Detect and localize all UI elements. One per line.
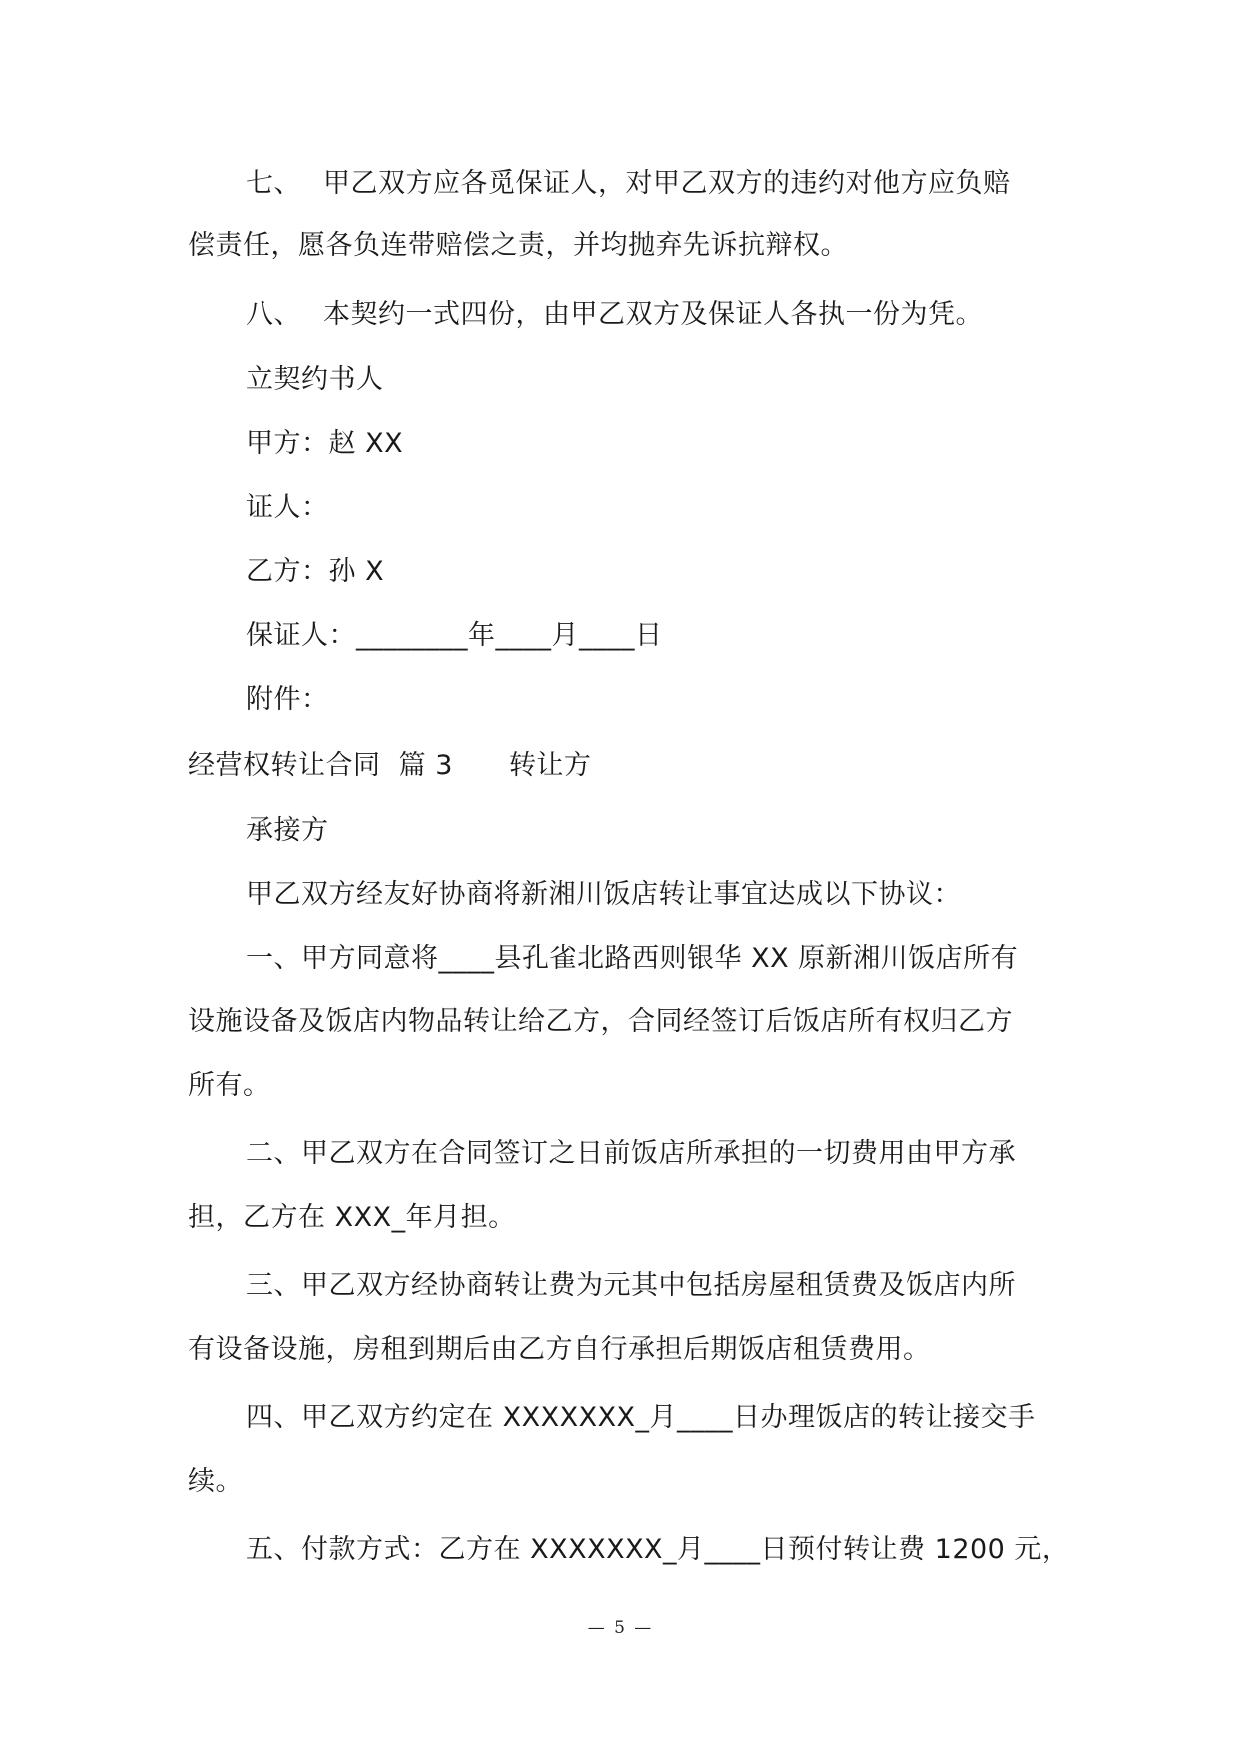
item-2-line-1: 二、甲乙双方在合同签订之日前饭店所承担的一切费用由甲方承 xyxy=(246,1138,1016,1169)
item-4-line-1: 四、甲乙双方约定在 XXXXXXX_月____日办理饭店的转让接交手 xyxy=(246,1402,1036,1433)
page-number: — 5 — xyxy=(587,1618,654,1638)
contract-3-heading xyxy=(188,748,591,784)
item-2-line-2: 担，乙方在 XXX_年月担。 xyxy=(188,1202,516,1233)
item-1-line-1: 一、甲方同意将____县孔雀北路西则银华 XX 原新湘川饭店所有 xyxy=(246,943,1019,974)
clause-7-text: 甲乙双方应各觅保证人，对甲乙双方的违约对他方应负赔 xyxy=(323,168,1011,199)
item-1-line-2: 设施设备及饭店内物品转让给乙方，合同经签订后饭店所有权归乙方 xyxy=(188,1006,1013,1037)
clause-7-line-2: 偿责任，愿各负连带赔偿之责，并均抛弃先诉抗辩权。 xyxy=(188,230,848,261)
attachment-label: 附件： xyxy=(246,684,329,715)
section-label: 篇 3 xyxy=(398,750,453,781)
witness-signature: 证人： xyxy=(246,492,329,523)
signers-label: 立契约书人 xyxy=(246,364,384,395)
clause-8-number: 八、 xyxy=(246,299,301,330)
contract-title: 经营权转让合同 xyxy=(188,750,381,781)
transferor-label: 转让方 xyxy=(508,750,592,781)
item-3-line-2: 有设备设施，房租到期后由乙方自行承担后期饭店租赁费用。 xyxy=(188,1334,931,1365)
item-5-line-1: 五、付款方式：乙方在 XXXXXXX_月____日预付转让费 1200 元， xyxy=(246,1534,1070,1565)
clause-7-number: 七、 xyxy=(246,168,301,199)
intro-paragraph: 甲乙双方经友好协商将新湘川饭店转让事宜达成以下协议： xyxy=(246,879,961,910)
clause-7-line-1 xyxy=(246,166,1011,202)
item-1-line-3: 所有。 xyxy=(188,1070,271,1101)
guarantor-signature-date: 保证人：________年____月____日 xyxy=(246,620,663,651)
item-3-line-1: 三、甲乙双方经协商转让费为元其中包括房屋租赁费及饭店内所 xyxy=(246,1270,1016,1301)
party-a-signature: 甲方：赵 XX xyxy=(246,428,404,459)
clause-8-line-1 xyxy=(246,297,983,333)
clause-8-text: 本契约一式四份，由甲乙双方及保证人各执一份为凭。 xyxy=(323,299,983,330)
item-4-line-2: 续。 xyxy=(188,1466,243,1497)
transferee-label: 承接方 xyxy=(246,815,329,846)
party-b-signature: 乙方：孙 X xyxy=(246,556,385,587)
